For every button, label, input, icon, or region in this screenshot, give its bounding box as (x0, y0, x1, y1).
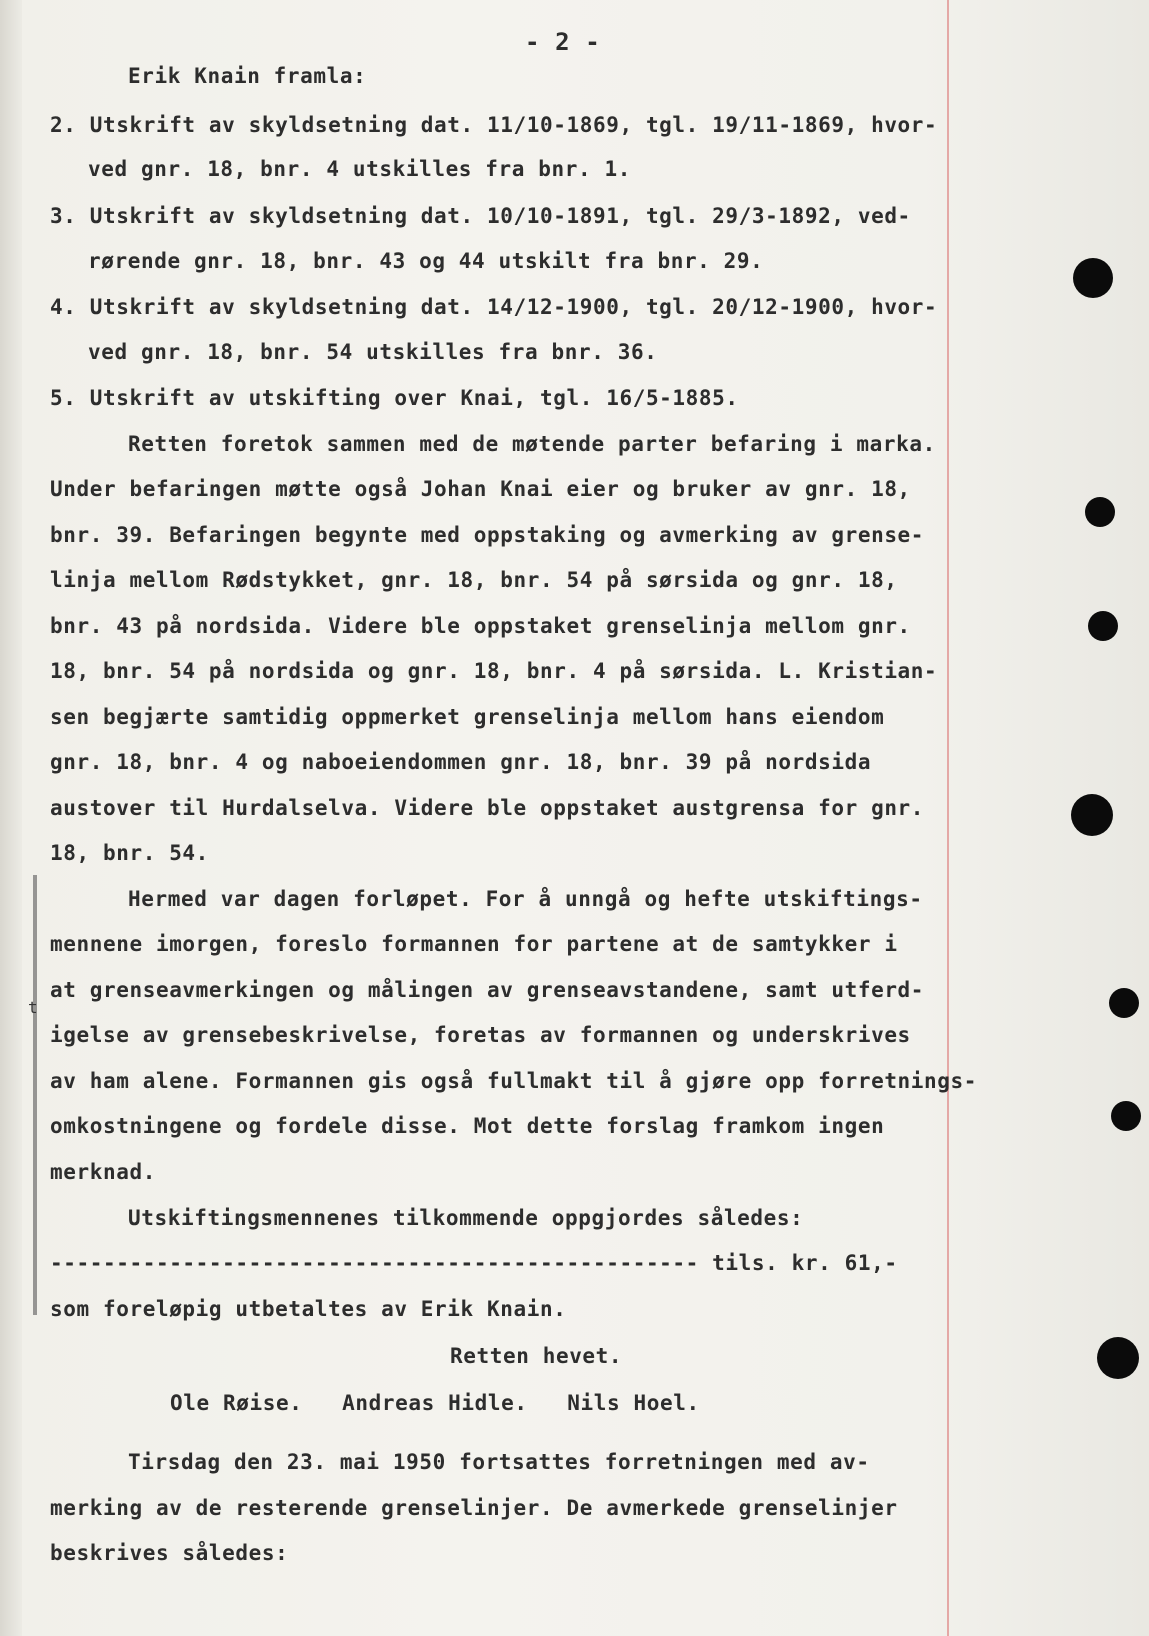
text-line: austover til Hurdalselva. Videre ble oppstaket austgrensa for gnr. (50, 796, 925, 820)
punch-hole (1097, 1337, 1139, 1379)
punch-hole (1071, 794, 1113, 836)
text-line: gnr. 18, bnr. 4 og naboeiendommen gnr. 18, bnr. 39 på nordsida (50, 750, 872, 774)
text-line: linja mellom Rødstykket, gnr. 18, bnr. 54 på sørsida og gnr. 18, (50, 568, 898, 592)
text-line: av ham alene. Formannen gis også fullmakt til å gjøre opp forretnings- (50, 1069, 978, 1093)
punch-hole (1109, 988, 1139, 1018)
signature-line: Ole Røise. Andreas Hidle. Nils Hoel. (170, 1391, 700, 1415)
text-line: Hermed var dagen forløpet. For å unngå og hefte utskiftings- (128, 887, 923, 911)
page-left-edge (0, 0, 22, 1636)
text-line: merking av de resterende grenselinjer. De avmerkede grenselinjer (50, 1496, 898, 1520)
text-line: merknad. (50, 1160, 156, 1184)
text-line: ved gnr. 18, bnr. 54 utskilles fra bnr. 36. (88, 340, 658, 364)
margin-rule (947, 0, 949, 1636)
page-number: - 2 - (525, 28, 601, 56)
text-line: sen begjærte samtidig oppmerket grenselinja mellom hans eiendom (50, 705, 885, 729)
punch-hole (1088, 611, 1118, 641)
text-line: bnr. 39. Befaringen begynte med oppstaking og avmerking av grense- (50, 523, 925, 547)
text-line: rørende gnr. 18, bnr. 43 og 44 utskilt fra bnr. 29. (88, 249, 764, 273)
margin-mark: t (28, 998, 38, 1017)
text-line: 4. Utskrift av skyldsetning dat. 14/12-1900, tgl. 20/12-1900, hvor- (50, 295, 938, 319)
punch-hole (1111, 1101, 1141, 1131)
text-line: ------------------------------------------------- tils. kr. 61,- (50, 1251, 898, 1275)
text-line: 2. Utskrift av skyldsetning dat. 11/10-1869, tgl. 19/11-1869, hvor- (50, 113, 938, 137)
text-line: Erik Knain framla: (128, 64, 367, 88)
text-line: beskrives således: (50, 1541, 289, 1565)
text-line: ved gnr. 18, bnr. 4 utskilles fra bnr. 1. (88, 157, 631, 181)
margin-bracket-mark (33, 875, 37, 1315)
text-line: 18, bnr. 54 på nordsida og gnr. 18, bnr. 4 på sørsida. L. Kristian- (50, 659, 938, 683)
text-line: 3. Utskrift av skyldsetning dat. 10/10-1891, tgl. 29/3-1892, ved- (50, 204, 911, 228)
text-line: omkostningene og fordele disse. Mot dette forslag framkom ingen (50, 1114, 885, 1138)
text-line: 18, bnr. 54. (50, 841, 209, 865)
text-line: Under befaringen møtte også Johan Knai eier og bruker av gnr. 18, (50, 477, 911, 501)
text-line: Utskiftingsmennenes tilkommende oppgjordes således: (128, 1206, 804, 1230)
text-line: som foreløpig utbetaltes av Erik Knain. (50, 1297, 567, 1321)
text-line: at grenseavmerkingen og målingen av grenseavstandene, samt utferd- (50, 978, 925, 1002)
punch-hole (1073, 258, 1113, 298)
text-line: Retten hevet. (450, 1344, 623, 1368)
text-line: bnr. 43 på nordsida. Videre ble oppstaket grenselinja mellom gnr. (50, 614, 911, 638)
text-line: 5. Utskrift av utskifting over Knai, tgl. 16/5-1885. (50, 386, 739, 410)
text-line: igelse av grensebeskrivelse, foretas av formannen og underskrives (50, 1023, 911, 1047)
punch-hole (1085, 497, 1115, 527)
text-line: Tirsdag den 23. mai 1950 fortsattes forretningen med av- (128, 1450, 870, 1474)
text-line: mennene imorgen, foreslo formannen for partene at de samtykker i (50, 932, 898, 956)
text-line: Retten foretok sammen med de møtende parter befaring i marka. (128, 432, 936, 456)
